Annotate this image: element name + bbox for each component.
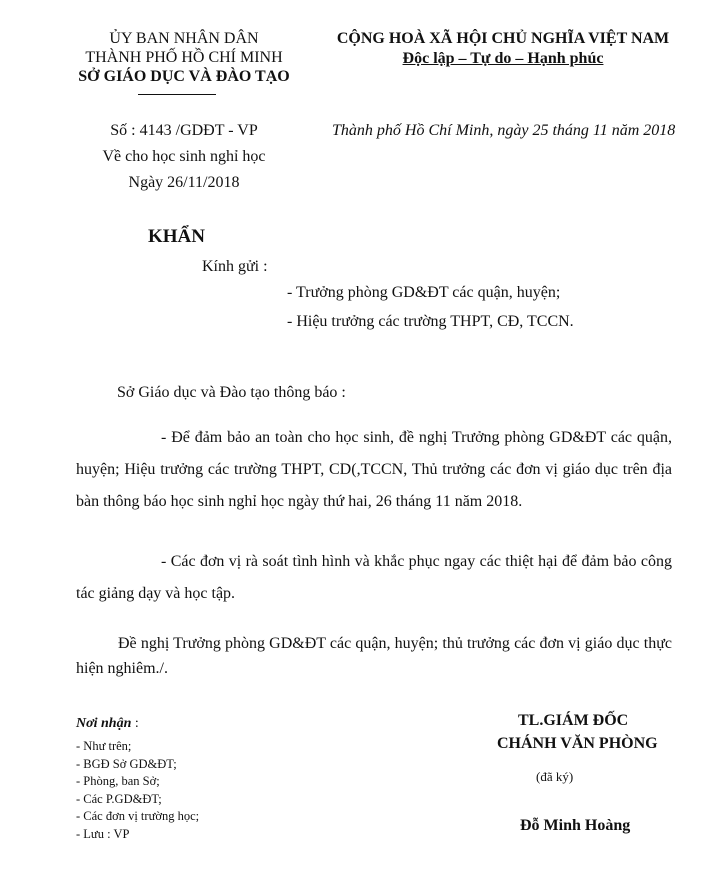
addressee-label: Kính gửi : <box>202 258 268 275</box>
signature-title-2: CHÁNH VĂN PHÒNG <box>497 735 658 752</box>
issuing-organization <box>64 29 304 86</box>
distribution-colon: : <box>131 716 139 731</box>
distribution-item: - Các P.GD&ĐT; <box>76 791 162 806</box>
distribution-list <box>76 738 199 843</box>
distribution-item: - Các đơn vị trường học; <box>76 809 200 823</box>
distribution-item: - Phòng, ban Sở; <box>76 774 160 788</box>
body-intro: Sở Giáo dục và Đào tạo thông báo : <box>117 384 346 401</box>
national-header <box>318 29 688 69</box>
document-subject-date: Ngày 26/11/2018 <box>128 174 240 191</box>
document-subject: Về cho học sinh nghỉ học <box>102 148 266 165</box>
nation-title: CỘNG HOÀ XÃ HỘI CHỦ NGHĨA VIỆT NAM <box>336 30 670 47</box>
signed-note: (đã ký) <box>536 769 574 784</box>
distribution-item: - Lưu : VP <box>76 826 130 841</box>
distribution-heading <box>76 716 139 732</box>
document-number: Số : 4143 /GDĐT - VP <box>110 122 258 139</box>
body-paragraph-1: - Để đảm bảo an toàn cho học sinh, đề nghị Trưởng phòng GD&ĐT các quận, huyện; Hiệu trưởng các trường THPT, CD(,TCCN, Thủ trưởng các đơn vị giáo dục trên địa bàn thông báo học sinh nghỉ học ngày thứ hai, 26 tháng 11 năm 2018. <box>76 429 672 510</box>
org-line-2: THÀNH PHỐ HỒ CHÍ MINH <box>85 49 283 66</box>
national-motto: Độc lập – Tự do – Hạnh phúc <box>402 50 604 67</box>
body-paragraph-2: - Các đơn vị rà soát tình hình và khắc phục ngay các thiệt hại để đảm bảo công tác giảng dạy và học tập. <box>76 553 672 602</box>
place-and-date: Thành phố Hồ Chí Minh, ngày 25 tháng 11 năm 2018 <box>332 122 676 139</box>
recipient-item: - Trưởng phòng GD&ĐT các quận, huyện; <box>287 284 561 301</box>
org-line-1: ỦY BAN NHÂN DÂN <box>109 30 259 47</box>
urgent-label: KHẨN <box>148 226 205 247</box>
distribution-item: - BGĐ Sở GD&ĐT; <box>76 756 177 771</box>
distribution-label: Nơi nhận <box>76 716 132 731</box>
recipient-item: - Hiệu trưởng các trường THPT, CĐ, TCCN. <box>287 313 574 330</box>
org-underline-rule <box>138 94 216 95</box>
org-line-3: SỞ GIÁO DỤC VÀ ĐÀO TẠO <box>78 68 290 85</box>
signature-title-1: TL.GIÁM ĐỐC <box>518 712 629 729</box>
distribution-item: - Như trên; <box>76 739 132 753</box>
signer-name: Đỗ Minh Hoàng <box>520 817 631 834</box>
body-paragraph-3: Đề nghị Trưởng phòng GD&ĐT các quận, huyện; thủ trưởng các đơn vị giáo dục thực hiện nghiêm./. <box>76 635 672 677</box>
document-number-block <box>64 118 304 196</box>
